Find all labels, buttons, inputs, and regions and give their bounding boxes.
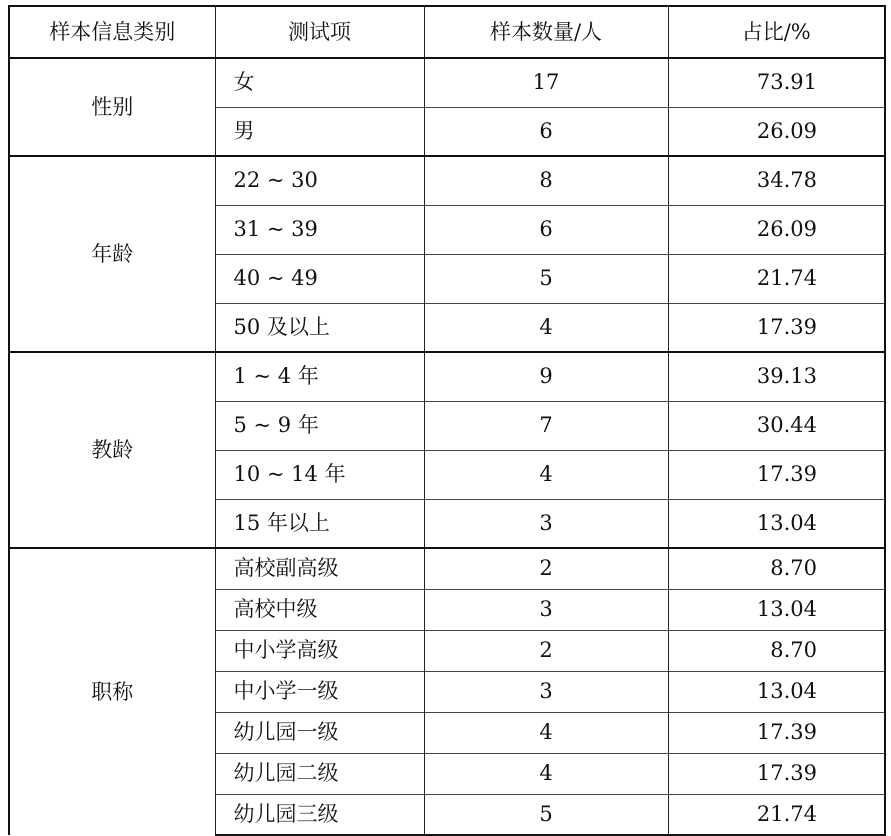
percent-cell: 13.04	[668, 671, 885, 712]
item-cell: 40 ~ 49	[215, 254, 424, 303]
count-cell: 3	[424, 671, 668, 712]
item-cell: 1 ~ 4 年	[215, 352, 424, 401]
item-cell: 5 ~ 9 年	[215, 401, 424, 450]
count-cell: 7	[424, 401, 668, 450]
count-cell: 6	[424, 205, 668, 254]
percent-cell: 13.04	[668, 499, 885, 548]
count-cell: 3	[424, 499, 668, 548]
item-cell: 15 年以上	[215, 499, 424, 548]
header-sample-count: 样本数量/人	[424, 6, 668, 58]
count-cell: 4	[424, 712, 668, 753]
count-cell: 4	[424, 450, 668, 499]
percent-cell: 73.91	[668, 58, 885, 107]
percent-cell: 26.09	[668, 205, 885, 254]
item-cell: 50 及以上	[215, 303, 424, 352]
category-cell-title: 职称	[9, 548, 215, 835]
header-test-item: 测试项	[215, 6, 424, 58]
percent-cell: 17.39	[668, 753, 885, 794]
count-cell: 4	[424, 303, 668, 352]
count-cell: 2	[424, 630, 668, 671]
category-cell-age: 年龄	[9, 156, 215, 352]
table-row	[9, 156, 885, 205]
count-cell: 5	[424, 254, 668, 303]
percent-cell: 8.70	[668, 630, 885, 671]
item-cell: 高校副高级	[215, 548, 424, 589]
table-row	[9, 548, 885, 589]
item-cell: 幼儿园二级	[215, 753, 424, 794]
percent-cell: 21.74	[668, 254, 885, 303]
item-cell: 高校中级	[215, 589, 424, 630]
percent-cell: 8.70	[668, 548, 885, 589]
percent-cell: 17.39	[668, 303, 885, 352]
item-cell: 10 ~ 14 年	[215, 450, 424, 499]
table-row	[9, 352, 885, 401]
count-cell: 8	[424, 156, 668, 205]
item-cell: 31 ~ 39	[215, 205, 424, 254]
percent-cell: 21.74	[668, 794, 885, 835]
percent-cell: 13.04	[668, 589, 885, 630]
sample-info-table	[8, 5, 886, 836]
count-cell: 5	[424, 794, 668, 835]
count-cell: 3	[424, 589, 668, 630]
item-cell: 幼儿园三级	[215, 794, 424, 835]
table-header	[9, 6, 885, 58]
table-body	[9, 58, 885, 835]
table-row	[9, 58, 885, 107]
header-category: 样本信息类别	[9, 6, 215, 58]
category-cell-gender: 性别	[9, 58, 215, 156]
percent-cell: 26.09	[668, 107, 885, 156]
item-cell: 中小学高级	[215, 630, 424, 671]
count-cell: 2	[424, 548, 668, 589]
count-cell: 4	[424, 753, 668, 794]
percent-cell: 17.39	[668, 450, 885, 499]
count-cell: 9	[424, 352, 668, 401]
percent-cell: 17.39	[668, 712, 885, 753]
count-cell: 6	[424, 107, 668, 156]
item-cell: 女	[215, 58, 424, 107]
category-cell-teaching-years: 教龄	[9, 352, 215, 548]
item-cell: 中小学一级	[215, 671, 424, 712]
item-cell: 22 ~ 30	[215, 156, 424, 205]
percent-cell: 30.44	[668, 401, 885, 450]
header-percent: 占比/%	[668, 6, 885, 58]
item-cell: 幼儿园一级	[215, 712, 424, 753]
percent-cell: 39.13	[668, 352, 885, 401]
percent-cell: 34.78	[668, 156, 885, 205]
item-cell: 男	[215, 107, 424, 156]
header-row	[9, 6, 885, 58]
count-cell: 17	[424, 58, 668, 107]
